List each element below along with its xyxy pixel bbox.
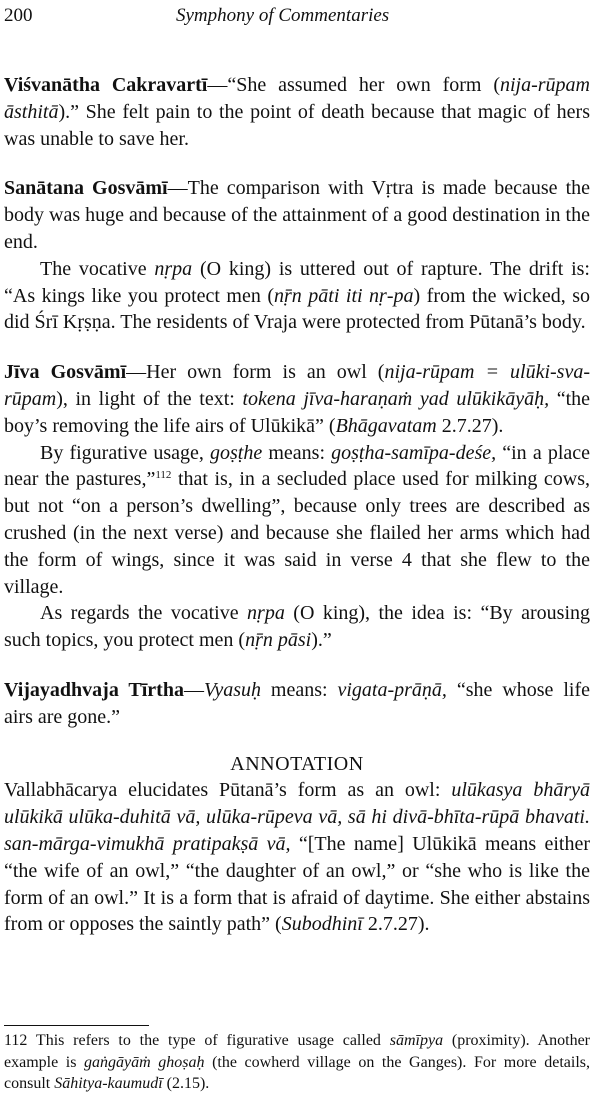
text-run: 112 This refers to the type of figurative usage called (4, 1032, 390, 1049)
section-heading: ANNOTATION (230, 752, 364, 775)
paragraph-vijayadhvaja (4, 677, 590, 731)
text-run: (2.15). (162, 1075, 210, 1092)
source-title: Subodhinī (281, 913, 363, 936)
sanskrit-quote: ulūkasya bhāryā ulūkikā ulūka-duhitā vā, ulūka-rūpeva vā, sā hi divā-bhīta-rūpā bhavati. san-mārga-vimukhā pratipakṣā vā, (4, 779, 590, 855)
text-run: that is, in a secluded place used for milking cows, but not “on a person’s dwelling”, because only trees are described as crushed (in the next verse) and because she flailed her arms which had the form of wings, since it was said in verse 4 that she flew to the village. (4, 468, 591, 598)
sanskrit-term: nṛpa (154, 257, 193, 280)
text-run: ), in light of the text: (56, 387, 243, 410)
sanskrit-term: nṛpa (247, 602, 285, 625)
sanskrit-quote: tokena jīva-haraṇaṁ yad ulūkikāyāḥ, (242, 387, 550, 410)
sanskrit-term: nṝn pāsi (245, 629, 312, 652)
text-run: ) from the wicked, so did Śrī Kṛṣṇa. The residents of Vraja were protected from Pūtanā’s body. (4, 284, 590, 334)
sanskrit-term: vigata-prāṇā, (337, 678, 447, 701)
sanskrit-term: Vyasuḥ (203, 678, 261, 701)
paragraph-jiva (4, 359, 590, 439)
paragraph-sanatana (4, 175, 590, 255)
text-run: By figurative usage, (40, 441, 211, 464)
text-run: Vallabhācarya elucidates Pūtanā’s form as an owl: (4, 779, 452, 802)
text-run: —The comparison with Vṛtra is made because the body was huge and because of the attainment of a good destination in the end. (4, 177, 591, 253)
text-run: (proximity). Another example is (4, 1032, 591, 1071)
text-run: means: (262, 441, 332, 464)
footnote-112 (4, 1030, 590, 1095)
text-run: means: (261, 678, 338, 701)
text-run: ).” She felt pain to the point of death because that magic of hers was unable to save her. (4, 100, 590, 150)
commentator-name: Vijayadhvaja Tīrtha (4, 678, 184, 701)
book-page (4, 0, 592, 1098)
text-run: —Her own form is an owl ( (126, 361, 385, 384)
page-number: 200 (4, 5, 33, 26)
sanskrit-term: sāmīpya (389, 1032, 444, 1049)
page-header (4, 5, 592, 29)
text-run: (O king) is uttered out of rapture. The drift is: “As kings like you protect men ( (4, 257, 590, 307)
commentator-name: Viśvanātha Cakravartī (4, 74, 208, 96)
sanskrit-term: nija-rūpam = ulūki-sva-rūpam (4, 361, 590, 410)
footnote-reference[interactable]: 112 (155, 469, 172, 482)
sanskrit-term: goṣṭhe (210, 441, 263, 464)
text-run: The vocative (40, 257, 155, 280)
text-run: “she whose life airs are gone.” (4, 678, 590, 728)
footnote-divider (4, 1025, 149, 1026)
text-run: ).” (311, 629, 332, 652)
text-run: “[The name] Ulūkikā means either “the wife of an owl,” “the daughter of an owl,” or “she who is like the form of an owl.” It is a form that is afraid of daytime. She either abstains from or opposes the saintly path” ( (4, 832, 591, 936)
sanskrit-term: nija-rūpam āsthitā (4, 74, 590, 123)
text-run: “in a place near the pastures,” (4, 441, 591, 491)
source-title: Sāhitya-kaumudī (54, 1075, 163, 1092)
commentary-body (4, 72, 590, 938)
text-run: 2.7.27). (436, 414, 504, 437)
text-run: “the boy’s removing the life airs of Ulūkikā” ( (4, 387, 591, 437)
paragraph-visvanatha (4, 72, 590, 152)
text-run: 2.7.27). (362, 913, 430, 936)
text-run: (the cowherd village on the Ganges). For more details, consult (4, 1053, 590, 1092)
paragraph-jiva-vocative (4, 600, 590, 654)
paragraph-jiva-goshthe (4, 440, 590, 601)
sanskrit-term: goṣṭha-samīpa-deśe, (331, 441, 497, 464)
sanskrit-term: gaṅgāyāṁ ghoṣaḥ (84, 1053, 205, 1071)
paragraph-annotation (4, 777, 590, 938)
source-title: Bhāgavatam (335, 414, 437, 437)
text-run: —“She assumed her own form ( (207, 74, 500, 96)
text-run: As regards the vocative (40, 602, 248, 625)
paragraph-sanatana-vocative (4, 256, 590, 336)
text-run: (O king), the idea is: “By arousing such topics, you protect men ( (4, 602, 591, 652)
running-title: Symphony of Commentaries (176, 5, 390, 26)
commentator-name: Jīva Gosvāmī (4, 361, 127, 384)
sanskrit-term: nṝn pāti iti nṛ-pa (274, 284, 414, 307)
text-run: — (183, 678, 204, 701)
commentator-name: Sanātana Gosvāmī (4, 177, 168, 200)
